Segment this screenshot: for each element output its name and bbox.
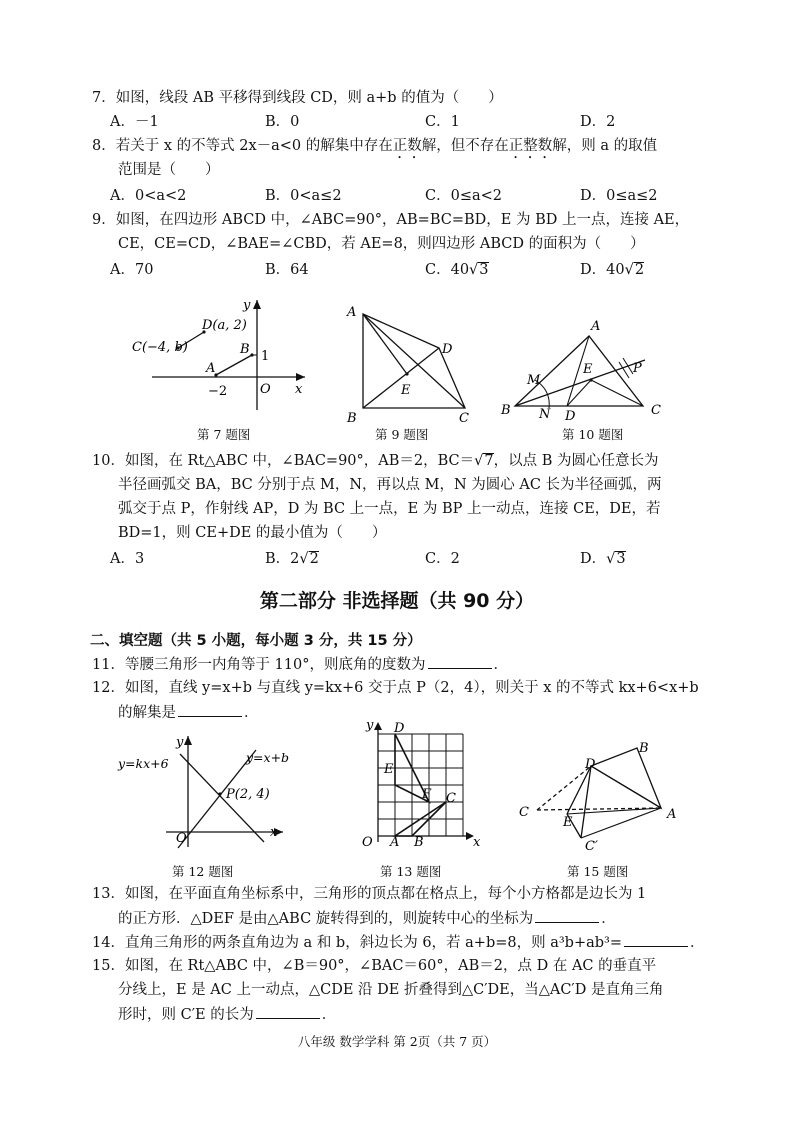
q9-option-c: C．40√3	[425, 262, 489, 278]
part2-title: 第二部分 非选择题（共 90 分）	[259, 590, 535, 612]
q9-option-d: D．40√2	[580, 262, 645, 278]
q13-blank[interactable]	[535, 908, 599, 923]
q11-stem: 11．等腰三角形一内角等于 110°，则底角的度数为 ．	[92, 654, 508, 675]
q8-option-d: D．0≤a≤2	[580, 188, 658, 204]
q10-option-a: A．3	[110, 551, 145, 567]
q15-stem-line3: 形时，则 C′E 的长为 ．	[118, 1004, 336, 1025]
fig15-label-c: C	[519, 805, 529, 820]
fig7-label-y: y	[243, 298, 251, 313]
fig9-label-d: D	[442, 342, 453, 357]
fig7-label-a: A	[206, 361, 216, 376]
q8-option-c: C．0≤a<2	[425, 188, 502, 204]
fig9-label-b: B	[347, 411, 357, 426]
section2-heading: 二、填空题（共 5 小题，每小题 3 分，共 15 分）	[90, 633, 422, 649]
q7-option-b: B．0	[265, 114, 300, 130]
q10-option-c: C．2	[425, 551, 460, 567]
fig7-label-b: B	[240, 342, 250, 357]
q10-stem-line4: BD=1，则 CE+DE 的最小值为（ ）	[118, 525, 387, 541]
fig9-caption: 第 9 题图	[375, 427, 429, 442]
fig7-label-c: C(−4, b)	[132, 340, 188, 355]
figure-15	[515, 738, 685, 854]
fig13-label-d: D	[394, 721, 405, 736]
fig12-label-l1: y=kx+6	[118, 756, 169, 771]
page-footer: 八年级 数学学科 第 2页（共 7 页）	[297, 1034, 497, 1049]
fig9-label-a: A	[347, 305, 357, 320]
q10-option-d: D．√3	[580, 551, 626, 567]
q15-stem: 15．如图，在 Rt△ABC 中，∠B＝90°，∠BAC＝60°，AB＝2，点 D 在 AC 的垂直平	[92, 958, 657, 974]
fig13-label-a: A	[390, 835, 400, 850]
fig12-label-p: P(2, 4)	[226, 787, 270, 802]
q7-option-c: C．1	[425, 114, 460, 130]
fig7-caption: 第 7 题图	[197, 427, 251, 442]
figure-9	[345, 300, 475, 425]
fig10-label-a: A	[591, 319, 601, 334]
fig12-label-y: y	[176, 735, 184, 750]
fig10-label-b: B	[501, 403, 511, 418]
fig10-caption: 第 10 题图	[562, 427, 624, 442]
fig7-label-m2: −2	[208, 384, 228, 399]
fig15-label-a: A	[667, 807, 677, 822]
fig13-label-b: B	[414, 835, 424, 850]
fig15-caption: 第 15 题图	[567, 864, 629, 879]
fig10-label-p: P	[633, 361, 642, 376]
q12-stem: 12．如图，直线 y=x+b 与直线 y=kx+6 交于点 P（2，4），则关于 x 的不等式 kx+6<x+b	[92, 680, 699, 696]
fig7-label-o: O	[260, 382, 271, 397]
q15-blank[interactable]	[256, 1004, 320, 1019]
fig7-label-d: D(a, 2)	[202, 318, 247, 333]
q7-option-d: D．2	[580, 114, 616, 130]
q14-stem: 14．直角三角形的两条直角边为 a 和 b，斜边长为 6，若 a+b=8，则 a³b+ab³= ．	[92, 932, 705, 953]
fig9-label-e: E	[401, 383, 411, 398]
fig7-label-x: x	[295, 382, 303, 397]
fig13-label-x: x	[473, 835, 481, 850]
q7-option-a: A．－1	[110, 114, 159, 130]
figure-7	[130, 295, 310, 415]
fig13-label-e: E	[384, 762, 394, 777]
q12-blank[interactable]	[178, 702, 242, 717]
q9-option-a: A．70	[110, 262, 154, 278]
q8-option-a: A．0<a<2	[110, 188, 187, 204]
fig7-label-one: 1	[261, 349, 270, 364]
q11-blank[interactable]	[428, 654, 492, 669]
fig13-label-y: y	[366, 718, 374, 733]
q9-stem: 9．如图，在四边形 ABCD 中，∠ABC=90°，AB=BC=BD，E 为 BD 上一点，连接 AE，	[92, 212, 690, 228]
q10-option-b: B．2√2	[265, 551, 319, 567]
q7-stem: 7．如图，线段 AB 平移得到线段 CD，则 a+b 的值为（ ）	[92, 90, 503, 106]
fig13-label-o: O	[362, 835, 373, 850]
fig9-label-c: C	[459, 411, 469, 426]
fig15-label-c2: C′	[585, 839, 598, 854]
q9-stem-line2: CE，CE=CD，∠BAE=∠CBD，若 AE=8，则四边形 ABCD 的面积为（ ）	[118, 236, 645, 252]
fig12-label-x: x	[270, 825, 278, 840]
q10-stem: 10．如图，在 Rt△ABC 中，∠BAC=90°，AB＝2，BC＝√7，以点 B 为圆心任意长为	[92, 453, 659, 469]
q13-stem-line2: 的正方形．△DEF 是由△ABC 旋转得到的，则旋转中心的坐标为 ．	[118, 908, 616, 929]
q14-blank[interactable]	[624, 932, 688, 947]
fig15-label-d: D	[585, 757, 596, 772]
q9-option-b: B．64	[265, 262, 309, 278]
fig15-label-e: E	[563, 815, 573, 830]
fig12-label-l2: y=x+b	[246, 750, 290, 765]
q13-stem: 13．如图，在平面直角坐标系中，三角形的顶点都在格点上，每个小方格都是边长为 1	[92, 886, 647, 902]
q8-option-b: B．0<a≤2	[265, 188, 342, 204]
figure-13	[356, 720, 486, 848]
fig10-label-c: C	[651, 403, 661, 418]
fig12-label-o: O	[176, 831, 187, 846]
q8-stem: 8．若关于 x 的不等式 2x－a<0 的解集中存在正数解，但不存在正整数解，则 a 的取值	[92, 138, 658, 154]
q10-stem-line2: 半径画弧交 BA，BC 分别于点 M，N，再以点 M，N 为圆心 AC 长为半径画弧，两	[118, 477, 662, 493]
fig12-caption: 第 12 题图	[172, 864, 234, 879]
fig10-label-m: M	[527, 373, 541, 388]
fig13-caption: 第 13 题图	[380, 864, 442, 879]
q10-stem-line3: 弧交于点 P，作射线 AP，D 为 BC 上一点，E 为 BP 上一动点，连接 CE，DE，若	[118, 501, 661, 517]
fig13-label-c: C	[446, 791, 456, 806]
q12-stem-line2: 的解集是 ．	[118, 702, 259, 723]
figure-12	[118, 732, 288, 850]
fig15-label-b: B	[639, 741, 649, 756]
fig10-label-n: N	[539, 407, 551, 422]
fig10-label-e: E	[583, 362, 593, 377]
fig13-label-f: F	[422, 787, 432, 802]
fig10-label-d: D	[565, 409, 576, 424]
q8-stem-line2: 范围是（ ）	[118, 162, 220, 178]
figure-10	[495, 318, 660, 423]
q15-stem-line2: 分线上，E 是 AC 上一动点，△CDE 沿 DE 折叠得到△C′DE，当△AC′D 是直角三角	[118, 982, 664, 998]
